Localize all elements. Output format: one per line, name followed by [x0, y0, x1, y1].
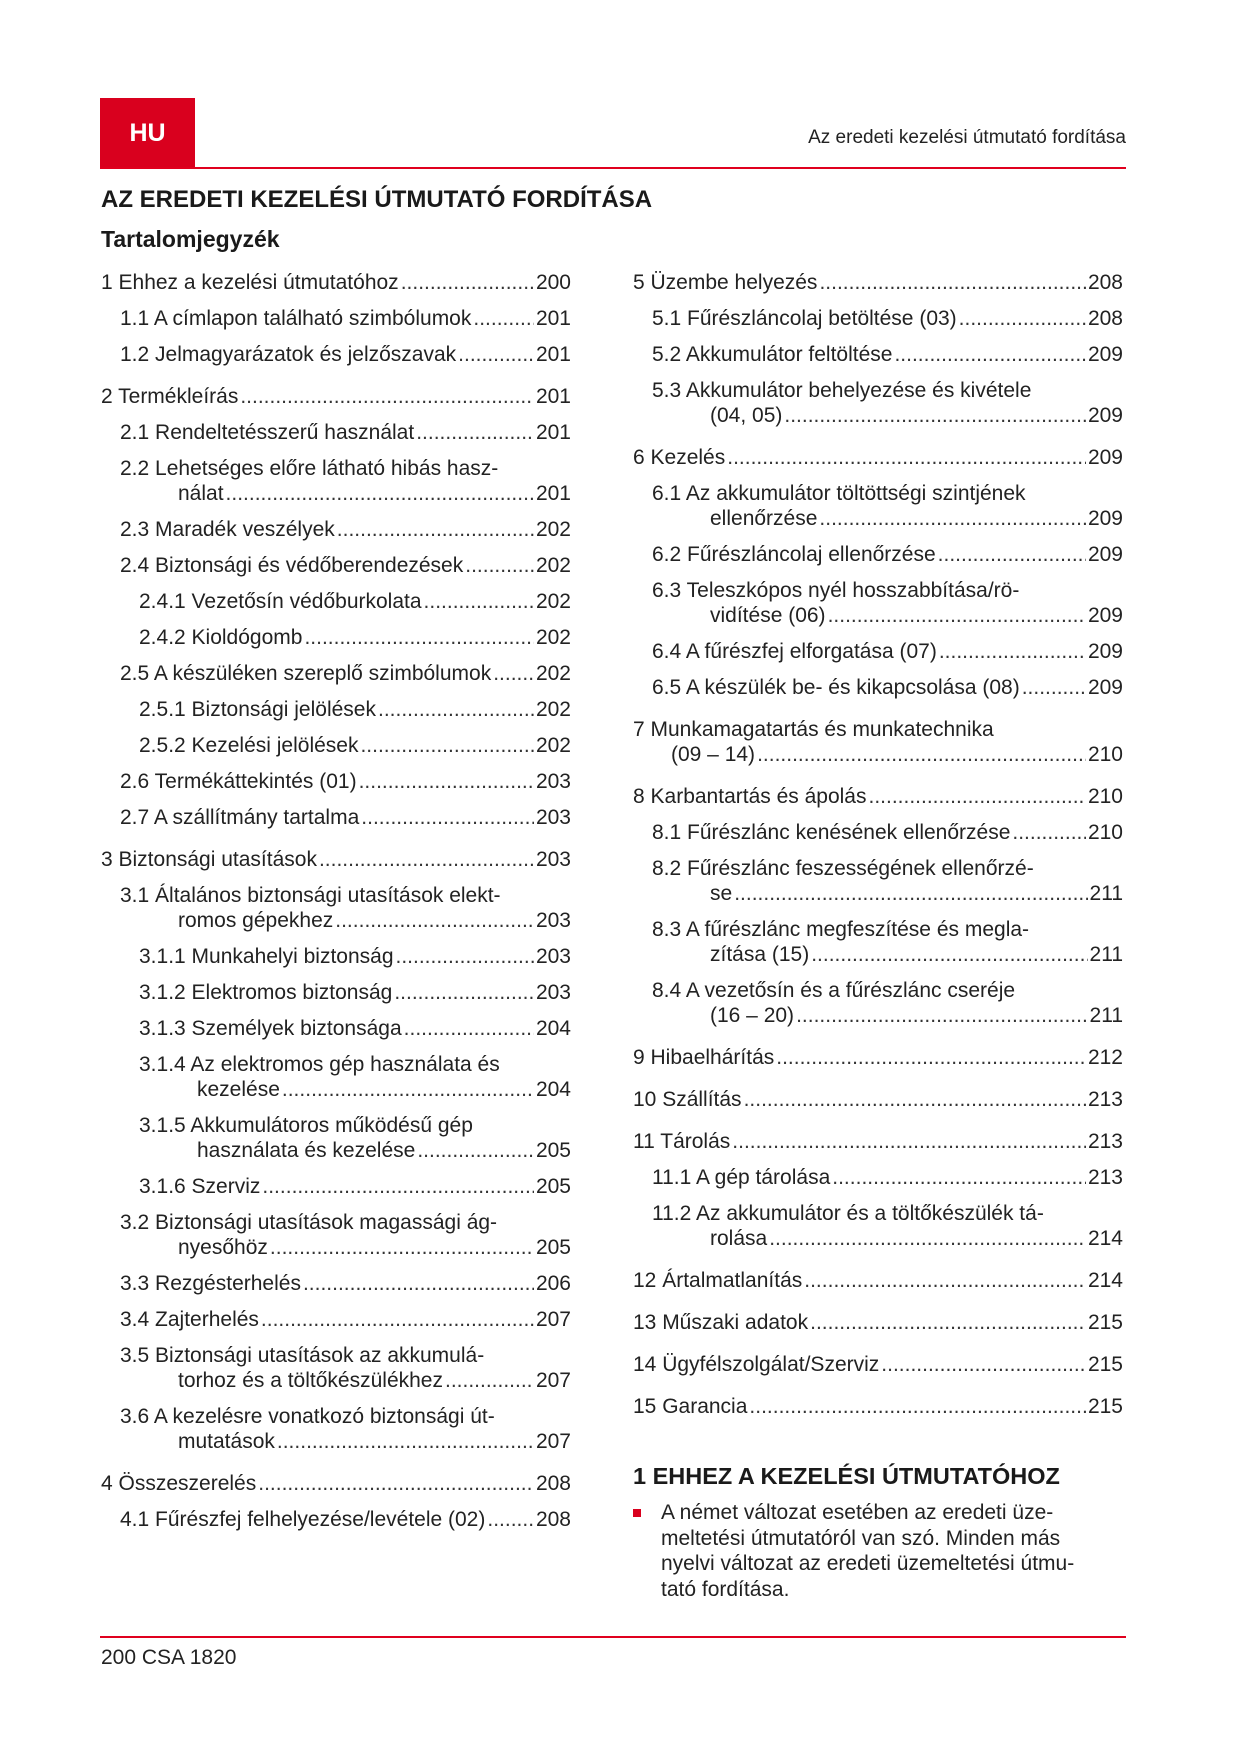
toc-entry[interactable] [101, 805, 571, 830]
language-badge: HU [100, 98, 195, 168]
toc-page-number: 208 [1087, 307, 1123, 330]
toc-leader-dots [378, 697, 534, 722]
toc-entry[interactable] [101, 1174, 571, 1199]
toc-page-number: 201 [535, 343, 571, 366]
toc-entry-text: 6.2 Fűrészláncolaj ellenőrzése [652, 543, 936, 566]
toc-entry[interactable] [633, 856, 1123, 906]
toc-left-column [101, 270, 571, 1532]
toc-page-number: 210 [1087, 821, 1123, 844]
toc-entry-text-cont: (04, 05) [710, 404, 783, 427]
toc-entry[interactable] [101, 883, 571, 933]
toc-entry[interactable] [633, 1268, 1123, 1293]
toc-entry-text: 6.3 Teleszkópos nyél hosszabbítása/rö- [652, 579, 1020, 602]
toc-entry[interactable] [101, 1271, 571, 1296]
toc-page-number: 207 [535, 1308, 571, 1331]
toc-entry-text: 3.1.5 Akkumulátoros működésű gép [139, 1114, 473, 1137]
toc-leader-dots [303, 1271, 534, 1296]
toc-page-number: 202 [535, 518, 571, 541]
toc-entry-text-cont: zítása (15) [710, 943, 810, 966]
toc-entry-text: 9 Hibaelhárítás [633, 1046, 775, 1069]
toc-page-number: 202 [535, 662, 571, 685]
toc-entry-text: 13 Műszaki adatok [633, 1311, 809, 1334]
toc-leader-dots [465, 553, 534, 578]
toc-page-number: 214 [1087, 1227, 1123, 1250]
toc-entry[interactable] [101, 342, 571, 367]
toc-page-number: 215 [1087, 1395, 1123, 1418]
toc-entry-text: 14 Ügyfélszolgálat/Szerviz [633, 1353, 880, 1376]
toc-entry-text: 1 Ehhez a kezelési útmutatóhoz [101, 271, 399, 294]
toc-page-number: 215 [1087, 1311, 1123, 1334]
toc-leader-dots [282, 1077, 534, 1102]
toc-page-number: 201 [535, 385, 571, 408]
toc-entry-text: 2.1 Rendeltetésszerű használat [120, 421, 415, 444]
toc-leader-dots [769, 1226, 1086, 1251]
toc-entry[interactable] [101, 1052, 571, 1102]
toc-leader-dots [404, 1016, 534, 1041]
page-footer: 200 CSA 1820 [101, 1646, 237, 1669]
toc-leader-dots [804, 1268, 1086, 1293]
toc-page-number: 203 [535, 945, 571, 968]
toc-page-number: 203 [535, 770, 571, 793]
toc-leader-dots [811, 942, 1087, 967]
toc-entry[interactable] [101, 553, 571, 578]
toc-entry[interactable] [101, 517, 571, 542]
toc-page-number: 201 [535, 482, 571, 505]
toc-entry-text-cont: ellenőrzése [710, 507, 818, 530]
toc-page-number: 212 [1087, 1046, 1123, 1069]
toc-entry-text: 11.2 Az akkumulátor és a töltőkészülék tá- [652, 1202, 1044, 1225]
toc-page-number: 215 [1087, 1353, 1123, 1376]
toc-entry[interactable] [101, 847, 571, 872]
toc-entry[interactable] [633, 578, 1123, 628]
toc-leader-dots [796, 1003, 1087, 1028]
toc-right-column [633, 270, 1123, 1419]
toc-page-number: 207 [535, 1369, 571, 1392]
toc-leader-dots [262, 1174, 534, 1199]
toc-leader-dots [784, 403, 1086, 428]
toc-entry-text: 8.4 A vezetősín és a fűrészlánc cseréje [652, 979, 1016, 1002]
toc-entry-text-cont: (09 – 14) [671, 743, 756, 766]
toc-entry-text: 2.7 A szállítmány tartalma [120, 806, 360, 829]
toc-entry[interactable] [101, 697, 571, 722]
toc-entry[interactable] [101, 980, 571, 1005]
toc-page-number: 210 [1087, 743, 1123, 766]
toc-leader-dots [810, 1310, 1086, 1335]
toc-page-number: 208 [535, 1472, 571, 1495]
toc-entry-text: 2.5 A készüléken szereplő szimbólumok [120, 662, 492, 685]
toc-entry-text-cont: nálat [178, 482, 224, 505]
toc-page-number: 202 [535, 554, 571, 577]
toc-page-number: 201 [535, 421, 571, 444]
toc-page-number: 202 [535, 626, 571, 649]
toc-page-number: 203 [535, 806, 571, 829]
toc-entry-text: 2 Termékleírás [101, 385, 239, 408]
toc-leader-dots [473, 306, 534, 331]
toc-page-number: 213 [1087, 1088, 1123, 1111]
toc-leader-dots [226, 481, 534, 506]
toc-entry-text: 5.1 Fűrészláncolaj betöltése (03) [652, 307, 957, 330]
toc-entry-text: 15 Garancia [633, 1395, 748, 1418]
toc-page-number: 202 [535, 734, 571, 757]
toc-leader-dots [959, 306, 1086, 331]
toc-entry[interactable] [101, 944, 571, 969]
toc-page-number: 202 [535, 698, 571, 721]
toc-entry[interactable] [101, 1343, 571, 1393]
toc-entry[interactable] [633, 1165, 1123, 1190]
toc-leader-dots [757, 742, 1086, 767]
toc-entry-text-cont: kezelése [197, 1078, 280, 1101]
toc-leader-dots [868, 784, 1085, 809]
toc-page-number: 205 [535, 1139, 571, 1162]
toc-entry-text: 1.2 Jelmagyarázatok és jelzőszavak [120, 343, 457, 366]
toc-entry-text: 10 Szállítás [633, 1088, 742, 1111]
toc-entry[interactable] [101, 1210, 571, 1260]
toc-entry[interactable] [633, 270, 1123, 295]
toc-entry[interactable] [633, 1310, 1123, 1335]
bullet-item [633, 1500, 1113, 1602]
toc-entry-text-cont: rolása [710, 1227, 768, 1250]
toc-leader-dots [1012, 820, 1086, 845]
toc-entry[interactable] [101, 1507, 571, 1532]
bullet-square-icon [633, 1509, 641, 1517]
toc-entry-text: 11.1 A gép tárolása [652, 1166, 831, 1189]
toc-leader-dots [832, 1165, 1086, 1190]
toc-entry[interactable] [633, 717, 1123, 767]
toc-entry[interactable] [633, 542, 1123, 567]
toc-entry[interactable] [101, 625, 571, 650]
toc-leader-dots [337, 517, 534, 542]
header-note: Az eredeti kezelési útmutató fordítása [808, 127, 1126, 148]
toc-leader-dots [1022, 675, 1086, 700]
toc-leader-dots [416, 420, 534, 445]
toc-entry[interactable] [633, 917, 1123, 967]
toc-entry-text: 3.1.3 Személyek biztonsága [139, 1017, 402, 1040]
toc-entry[interactable] [633, 978, 1123, 1028]
toc-entry-text: 6.4 A fűrészfej elforgatása (07) [652, 640, 937, 663]
toc-entry-text: 3.5 Biztonsági utasítások az akkumulá- [120, 1344, 485, 1367]
toc-entry-text: 3.1.6 Szerviz [139, 1175, 261, 1198]
toc-entry[interactable] [101, 1404, 571, 1454]
toc-entry-text: 3.1.4 Az elektromos gép használata és [139, 1053, 500, 1076]
toc-leader-dots [396, 944, 534, 969]
toc-page-number: 209 [1087, 640, 1123, 663]
toc-entry-text: 8.3 A fűrészlánc megfeszítése és megla- [652, 918, 1030, 941]
toc-entry-text: 2.4.2 Kioldógomb [139, 626, 303, 649]
toc-leader-dots [394, 980, 534, 1005]
toc-entry[interactable] [633, 1045, 1123, 1070]
toc-page-number: 203 [535, 981, 571, 1004]
toc-entry-text: 3.3 Rezgésterhelés [120, 1272, 301, 1295]
toc-page-number: 205 [535, 1175, 571, 1198]
toc-leader-dots [240, 384, 534, 409]
toc-entry-text: 2.6 Termékáttekintés (01) [120, 770, 357, 793]
toc-entry[interactable] [101, 1471, 571, 1496]
toc-entry[interactable] [101, 733, 571, 758]
toc-entry[interactable] [633, 784, 1123, 809]
toc-leader-dots [819, 270, 1086, 295]
toc-entry-text: 2.3 Maradék veszélyek [120, 518, 335, 541]
toc-page-number: 203 [535, 909, 571, 932]
toc-entry[interactable] [101, 270, 571, 295]
toc-leader-dots [732, 1129, 1086, 1154]
toc-entry-text-cont: vidítése (06) [710, 604, 826, 627]
toc-entry-text: 3.6 A kezelésre vonatkozó biztonsági út- [120, 1405, 495, 1428]
toc-page-number: 203 [535, 848, 571, 871]
toc-page-number: 208 [535, 1508, 571, 1531]
toc-entry[interactable] [633, 1394, 1123, 1419]
toc-entry[interactable] [101, 306, 571, 331]
toc-leader-dots [359, 769, 534, 794]
toc-entry-text: 6.5 A készülék be- és kikapcsolása (08) [652, 676, 1020, 699]
toc-page-number: 211 [1089, 1004, 1123, 1027]
toc-page-number: 213 [1087, 1166, 1123, 1189]
toc-leader-dots [360, 733, 533, 758]
toc-entry[interactable] [101, 661, 571, 686]
toc-leader-dots [744, 1087, 1086, 1112]
toc-entry-text: 11 Tárolás [633, 1130, 731, 1153]
toc-entry[interactable] [101, 769, 571, 794]
toc-page-number: 208 [1087, 271, 1123, 294]
toc-entry-text-cont: (16 – 20) [710, 1004, 795, 1027]
toc-entry[interactable] [101, 1307, 571, 1332]
toc-page-number: 201 [535, 307, 571, 330]
toc-leader-dots [458, 342, 534, 367]
toc-page-number: 209 [1087, 446, 1123, 469]
toc-entry[interactable] [633, 820, 1123, 845]
toc-leader-dots [319, 847, 534, 872]
toc-entry-text-cont: torhoz és a töltőkészülékhez [178, 1369, 443, 1392]
toc-entry-text: 5.3 Akkumulátor behelyezése és kivétele [652, 379, 1032, 402]
toc-entry[interactable] [633, 1087, 1123, 1112]
toc-entry-text: 1.1 A címlapon található szimbólumok [120, 307, 472, 330]
toc-entry[interactable] [633, 639, 1123, 664]
toc-leader-dots [819, 506, 1086, 531]
toc-page-number: 213 [1087, 1130, 1123, 1153]
toc-entry[interactable] [633, 481, 1123, 531]
toc-entry-text: 4.1 Fűrészfej felhelyezése/levétele (02) [120, 1508, 486, 1531]
toc-entry-text: 3 Biztonsági utasítások [101, 848, 317, 871]
toc-entry-text: 3.2 Biztonsági utasítások magassági ág- [120, 1211, 498, 1234]
toc-entry[interactable] [101, 420, 571, 445]
toc-entry[interactable] [633, 378, 1123, 428]
toc-leader-dots [277, 1429, 534, 1454]
toc-entry[interactable] [633, 1352, 1123, 1377]
toc-leader-dots [939, 639, 1086, 664]
toc-entry-text-cont: használata és kezelése [197, 1139, 416, 1162]
toc-page-number: 207 [535, 1430, 571, 1453]
footer-rule [100, 1636, 1126, 1638]
toc-entry-text-cont: se [710, 882, 733, 905]
toc-entry-text: 8.1 Fűrészlánc kenésének ellenőrzése [652, 821, 1011, 844]
toc-leader-dots [445, 1368, 534, 1393]
toc-page-number: 204 [535, 1017, 571, 1040]
toc-entry-text: 4 Összeszerelés [101, 1472, 257, 1495]
toc-entry-text: 6 Kezelés [633, 446, 726, 469]
toc-entry-text-cont: mutatások [178, 1430, 275, 1453]
toc-entry-text: 5.2 Akkumulátor feltöltése [652, 343, 893, 366]
toc-page-number: 209 [1087, 604, 1123, 627]
toc-leader-dots [734, 881, 1087, 906]
toc-entry-text: 7 Munkamagatartás és munkatechnika [633, 718, 994, 741]
toc-leader-dots [487, 1507, 534, 1532]
toc-leader-dots [270, 1235, 534, 1260]
toc-entry-text: 3.1.2 Elektromos biztonság [139, 981, 393, 1004]
toc-entry-text: 8.2 Fűrészlánc feszességének ellenőrzé- [652, 857, 1034, 880]
toc-page-number: 209 [1087, 404, 1123, 427]
toc-entry[interactable] [101, 589, 571, 614]
toc-entry[interactable] [633, 445, 1123, 470]
toc-entry[interactable] [633, 306, 1123, 331]
toc-entry-text: 2.5.1 Biztonsági jelölések [139, 698, 376, 721]
toc-entry[interactable] [633, 342, 1123, 367]
toc-leader-dots [727, 445, 1086, 470]
toc-entry-text: 2.4 Biztonsági és védőberendezések [120, 554, 464, 577]
toc-entry-text: 5 Üzembe helyezés [633, 271, 818, 294]
toc-entry-text: 12 Ártalmatlanítás [633, 1269, 803, 1292]
toc-leader-dots [749, 1394, 1086, 1419]
toc-page-number: 202 [535, 590, 571, 613]
toc-leader-dots [417, 1138, 534, 1163]
toc-leader-dots [335, 908, 534, 933]
toc-entry-text: 2.2 Lehetséges előre látható hibás hasz- [120, 457, 499, 480]
toc-leader-dots [361, 805, 534, 830]
toc-entry[interactable] [101, 384, 571, 409]
toc-leader-dots [894, 342, 1085, 367]
toc-page-number: 211 [1089, 882, 1123, 905]
toc-entry-text: 6.1 Az akkumulátor töltöttségi szintjének [652, 482, 1026, 505]
toc-entry-text: 3.1.1 Munkahelyi biztonság [139, 945, 394, 968]
toc-entry-text: 3.4 Zajterhelés [120, 1308, 259, 1331]
toc-page-number: 210 [1087, 785, 1123, 808]
toc-leader-dots [881, 1352, 1086, 1377]
toc-entry[interactable] [633, 1201, 1123, 1251]
toc-leader-dots [258, 1471, 534, 1496]
toc-entry-text: 8 Karbantartás és ápolás [633, 785, 867, 808]
toc-entry-text-cont: romos gépekhez [178, 909, 334, 932]
toc-entry[interactable] [101, 456, 571, 506]
toc-entry-text: 2.4.1 Vezetősín védőburkolata [139, 590, 422, 613]
toc-leader-dots [493, 661, 534, 686]
toc-leader-dots [938, 542, 1086, 567]
toc-entry-text-cont: nyesőhöz [178, 1236, 268, 1259]
toc-page-number: 214 [1087, 1269, 1123, 1292]
toc-leader-dots [828, 603, 1086, 628]
page-title: AZ EREDETI KEZELÉSI ÚTMUTATÓ FORDÍTÁSA [101, 186, 653, 213]
toc-page-number: 200 [535, 271, 571, 294]
toc-leader-dots [401, 270, 534, 295]
toc-title: Tartalomjegyzék [101, 226, 280, 252]
toc-page-number: 206 [535, 1272, 571, 1295]
toc-leader-dots [261, 1307, 534, 1332]
bullet-text: A német változat esetében az eredeti üze-meltetési útmutatóról van szó. Minden más nyelvi változat az eredeti üzemeltetési útmu-tató fordítása. [661, 1501, 1075, 1601]
toc-leader-dots [776, 1045, 1086, 1070]
toc-leader-dots [424, 589, 534, 614]
toc-entry-text: 3.1 Általános biztonsági utasítások elekt- [120, 884, 501, 907]
toc-page-number: 205 [535, 1236, 571, 1259]
toc-page-number: 211 [1089, 943, 1123, 966]
section-heading: 1 EHHEZ A KEZELÉSI ÚTMUTATÓHOZ [633, 1463, 1060, 1489]
toc-entry[interactable] [101, 1016, 571, 1041]
toc-page-number: 204 [535, 1078, 571, 1101]
toc-page-number: 209 [1087, 676, 1123, 699]
toc-entry[interactable] [633, 1129, 1123, 1154]
toc-entry[interactable] [633, 675, 1123, 700]
toc-page-number: 209 [1087, 343, 1123, 366]
toc-entry[interactable] [101, 1113, 571, 1163]
toc-entry-text: 2.5.2 Kezelési jelölések [139, 734, 359, 757]
header-rule [100, 167, 1126, 169]
toc-leader-dots [304, 625, 534, 650]
toc-page-number: 209 [1087, 543, 1123, 566]
toc-page-number: 209 [1087, 507, 1123, 530]
